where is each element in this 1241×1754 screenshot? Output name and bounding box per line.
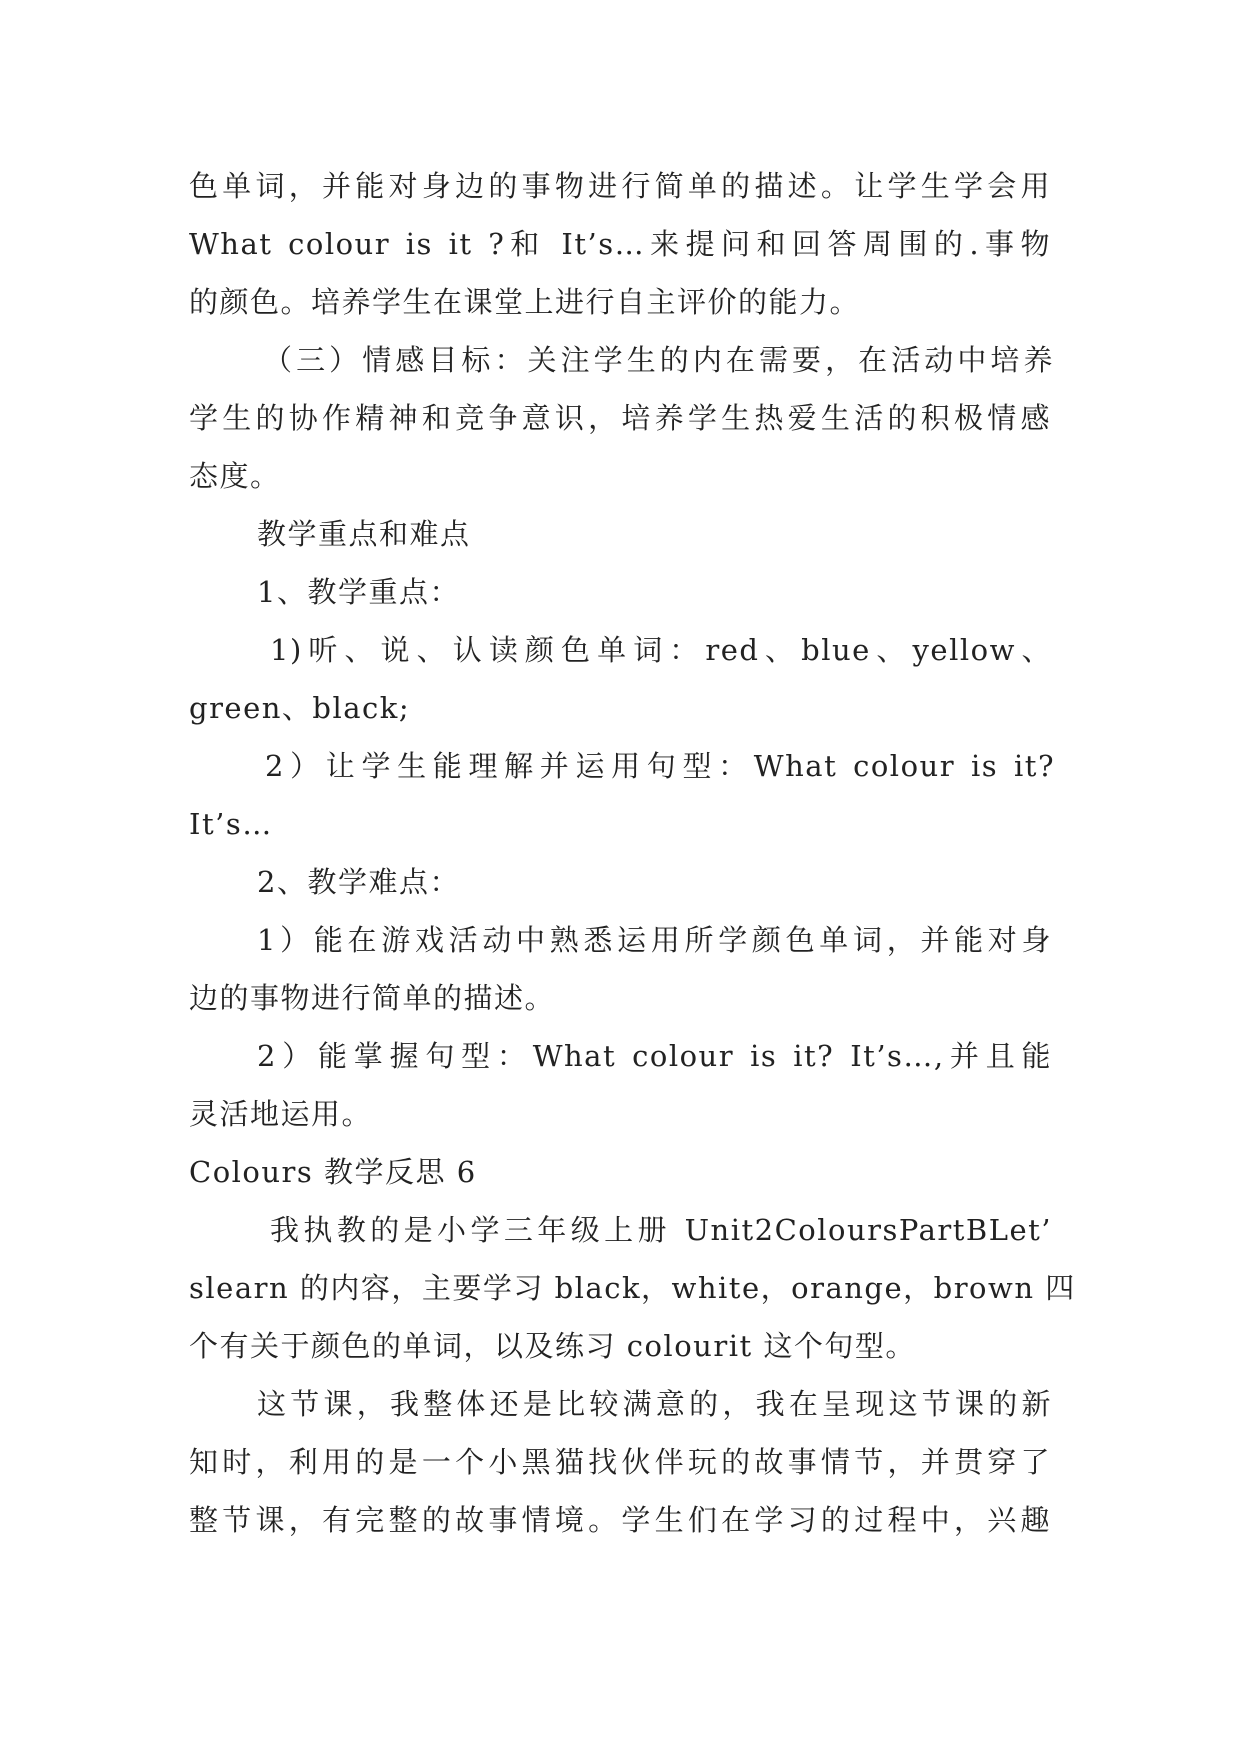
subheading: 1、教学重点： (257, 575, 460, 609)
text-line: 2）让学生能理解并运用句型：What colour is it? (265, 749, 1055, 783)
text-line: What colour is it ?和 It’s…来提问和回答周围的.事物 (189, 227, 1051, 261)
text-line: 学生的协作精神和竞争意识，培养学生热爱生活的积极情感 (189, 401, 1051, 435)
text-line: 2）能掌握句型：What colour is it? It’s…,并且能 (257, 1039, 1052, 1073)
document-title: Colours 教学反思 6 (189, 1155, 477, 1189)
section-heading: 教学重点和难点 (257, 517, 471, 551)
text-line: 个有关于颜色的单词，以及练习 colourit 这个句型。 (189, 1329, 916, 1363)
text-line: 我执教的是小学三年级上册 Unit2ColoursPartBLet’ (270, 1213, 1052, 1247)
text-line: green、black; (189, 691, 411, 725)
text-line: It’s… (189, 807, 273, 841)
text-line: 边的事物进行简单的描述。 (189, 981, 556, 1015)
text-line: （三）情感目标：关注学生的内在需要，在活动中培养 (263, 343, 1054, 377)
text-line: 1)听、说、认读颜色单词：red、blue、yellow、 (270, 633, 1052, 667)
text-line: 这节课，我整体还是比较满意的，我在呈现这节课的新 (257, 1387, 1052, 1421)
text-line: 知时，利用的是一个小黑猫找伙伴玩的故事情节，并贯穿了 (189, 1445, 1051, 1479)
text-line: 整节课，有完整的故事情境。学生们在学习的过程中，兴趣 (189, 1503, 1051, 1537)
text-line: 灵活地运用。 (189, 1097, 373, 1131)
text-line: 的颜色。培养学生在课堂上进行自主评价的能力。 (189, 285, 861, 319)
subheading: 2、教学难点： (257, 865, 460, 899)
text-line: slearn 的内容，主要学习 black，white，orange，brown 四 (189, 1271, 1076, 1305)
text-line: 态度。 (189, 459, 281, 493)
text-line: 1）能在游戏活动中熟悉运用所学颜色单词，并能对身 (257, 923, 1052, 957)
text-line: 色单词，并能对身边的事物进行简单的描述。让学生学会用 (189, 169, 1051, 203)
